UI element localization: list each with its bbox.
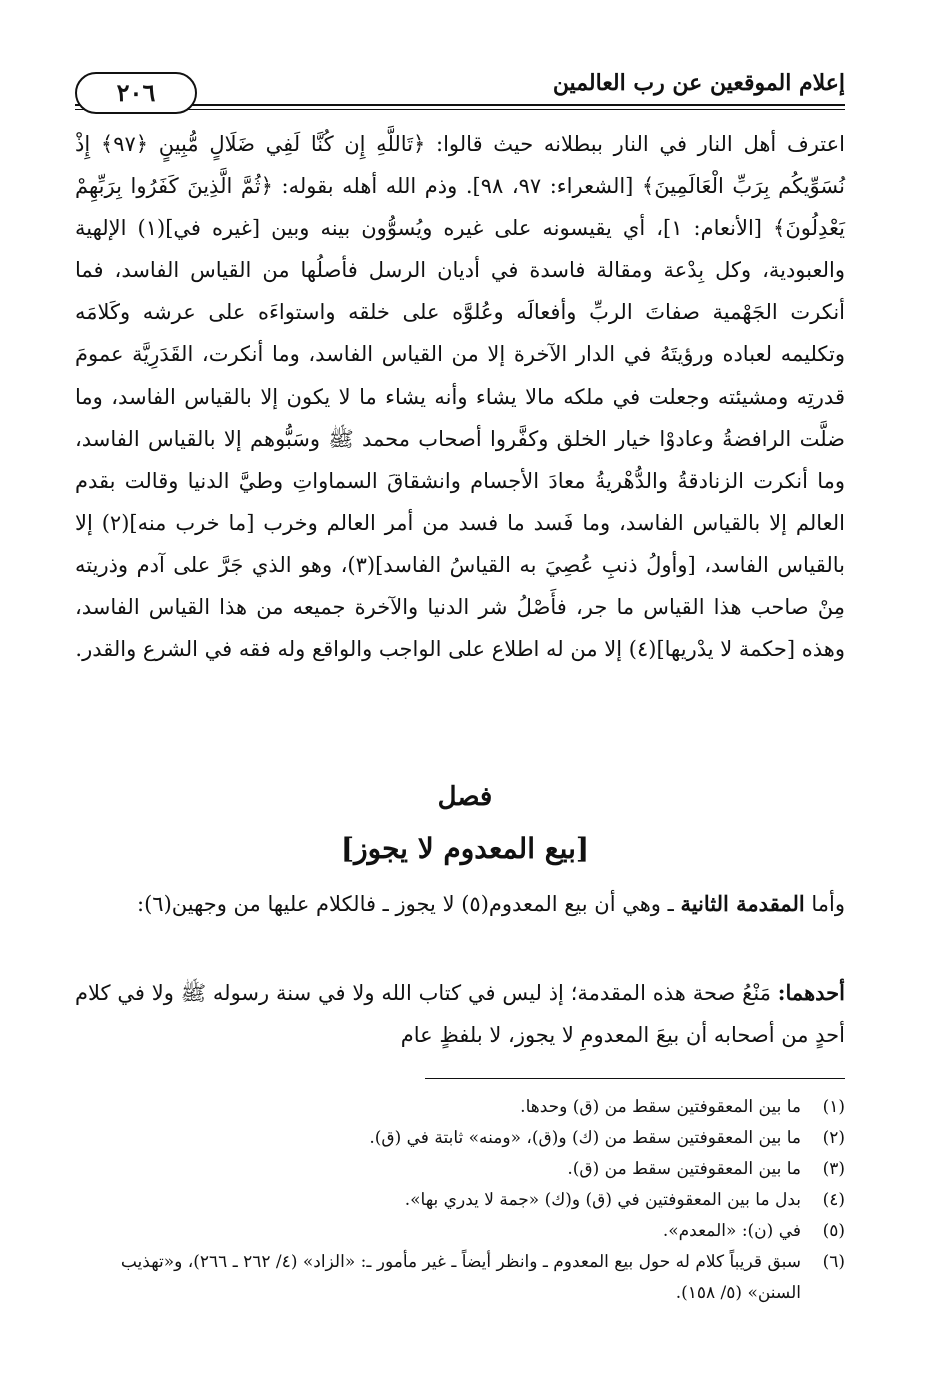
paragraph-2-bold: المقدمة الثانية [680,891,805,916]
paragraph-2 [75,883,845,925]
footnote-item [75,1154,845,1185]
footnote-text: ما بين المعقوفتين سقط من (ك) و(ق)، «ومنه» ثابتة في (ق). [369,1128,801,1148]
page-header [75,70,845,110]
paragraph-3-rest: مَنْعُ صحة هذه المقدمة؛ إذ ليس في كتاب الله ولا في سنة رسوله ﷺ ولا في كلام أحدٍ من أصحابه أن بيعَ المعدومِ لا يجوز، لا بلفظٍ عام [75,981,845,1047]
footnote-item [75,1247,845,1309]
footnote-number: (١) [822,1097,845,1117]
footnote-separator [425,1078,845,1079]
footnote-number: (٥) [822,1221,845,1241]
section-subheading: [بيع المعدوم لا يجوز] [340,832,590,865]
footnote-number: (٢) [822,1128,845,1148]
footnote-text: بدل ما بين المعقوفتين في (ق) و(ك) «جمة لا يدري بها». [404,1190,801,1210]
main-text [75,123,845,670]
footnote-item [75,1092,845,1123]
footnote-item [75,1216,845,1247]
footnote-number: (٦) [822,1252,845,1272]
footnote-text: في (ن): «المعدم». [662,1221,801,1241]
book-title: إعلام الموقعين عن رب العالمين [552,70,845,96]
paragraph-2-lead: وأما [804,892,845,916]
footnote-text: ما بين المعقوفتين سقط من (ق). [567,1159,801,1179]
footnote-item [75,1185,845,1216]
footnote-number: (٣) [822,1159,845,1179]
paragraph-3 [75,972,845,1056]
section-heading: فصل [437,782,493,812]
paragraph-3-bold: أحدهما: [777,980,845,1005]
page-number: ٢٠٦ [75,72,197,114]
paragraph-1: اعترف أهل النار في النار ببطلانه حيث قالوا: ﴿تَاللَّهِ إِن كُنَّا لَفِي ضَلَالٍ مُّبِينٍ ﴿٩٧﴾ إِذْ نُسَوِّيكُم بِرَبِّ الْعَالَمِينَ﴾ [الشعراء: ٩٧، ٩٨]. وذم الله أهله بقوله: ﴿ثُمَّ الَّذِينَ كَفَرُوا بِرَبِّهِمْ يَعْدِلُونَ﴾ [الأنعام: ١]، أي يقيسونه على غيره ويُسوُّون بينه وبين [غيره في](١) الإلهية والعبودية، وكل بِدْعة ومقالة فاسدة في أديان الرسل فأصلُها من القياس الفاسد، فما أنكرت الجَهْمية صفاتَ الربِّ وأفعالَه وعُلوَّه على خلقه واستواءَه على عرشه وكَلامَه وتكليمه لعباده ورؤيتَهُ في الدار الآخرة إلا من القياس الفاسد، وما أنكرت، القَدَرِيَّة عمومَ قدرتِه ومشيئته وجعلت في ملكه مالا يشاء وأنه يشاء ما لا يكون إلا بالقياس الفاسد، وما ضلَّت الرافضةُ وعادوْا خيار الخلق وكفَّروا أصحاب محمد ﷺ وسَبُّوهم إلا بالقياس الفاسد، وما أنكرت الزنادقةُ والدُّهْريةُ معادَ الأجسام وانشقاقَ السماواتِ وطيَّ الدنيا وقالت بقدم العالم إلا بالقياس الفاسد، وما فَسد ما فسد من أمر العالم وخرب [ما خرب منه](٢) إلا بالقياس الفاسد، [وأولُ ذنبِ عُصِيَ به القياسُ الفاسد](٣)، وهو الذي جَرَّ على آدم وذريته مِنْ صاحب هذا القياس ما جر، فأَصْلُ شر الدنيا والآخرة جميعه من هذا القياس الفاسد، وهذه [حكمة لا يدْريها](٤) إلا من له اطلاع على الواجب والواقع وله فقه في الشرع والقدر. [75,132,846,662]
footnote-item [75,1123,845,1154]
header-rule-thin [75,109,845,110]
footnote-text: سبق قريباً كلام له حول بيع المعدوم ـ وانظر أيضاً ـ غير مأمور ـ: «الزاد» (٤/ ٢٦٢ ـ ٢٦٦)، و«تهذيب السنن» (٥/ ١٥٨). [120,1252,801,1303]
footnote-text: ما بين المعقوفتين سقط من (ق) وحدها. [520,1097,801,1117]
footnotes [75,1092,845,1309]
footnote-number: (٤) [822,1190,845,1210]
paragraph-2-rest: ـ وهي أن بيع المعدوم(٥) لا يجوز ـ فالكلام عليها من وجهين(٦): [137,892,681,916]
